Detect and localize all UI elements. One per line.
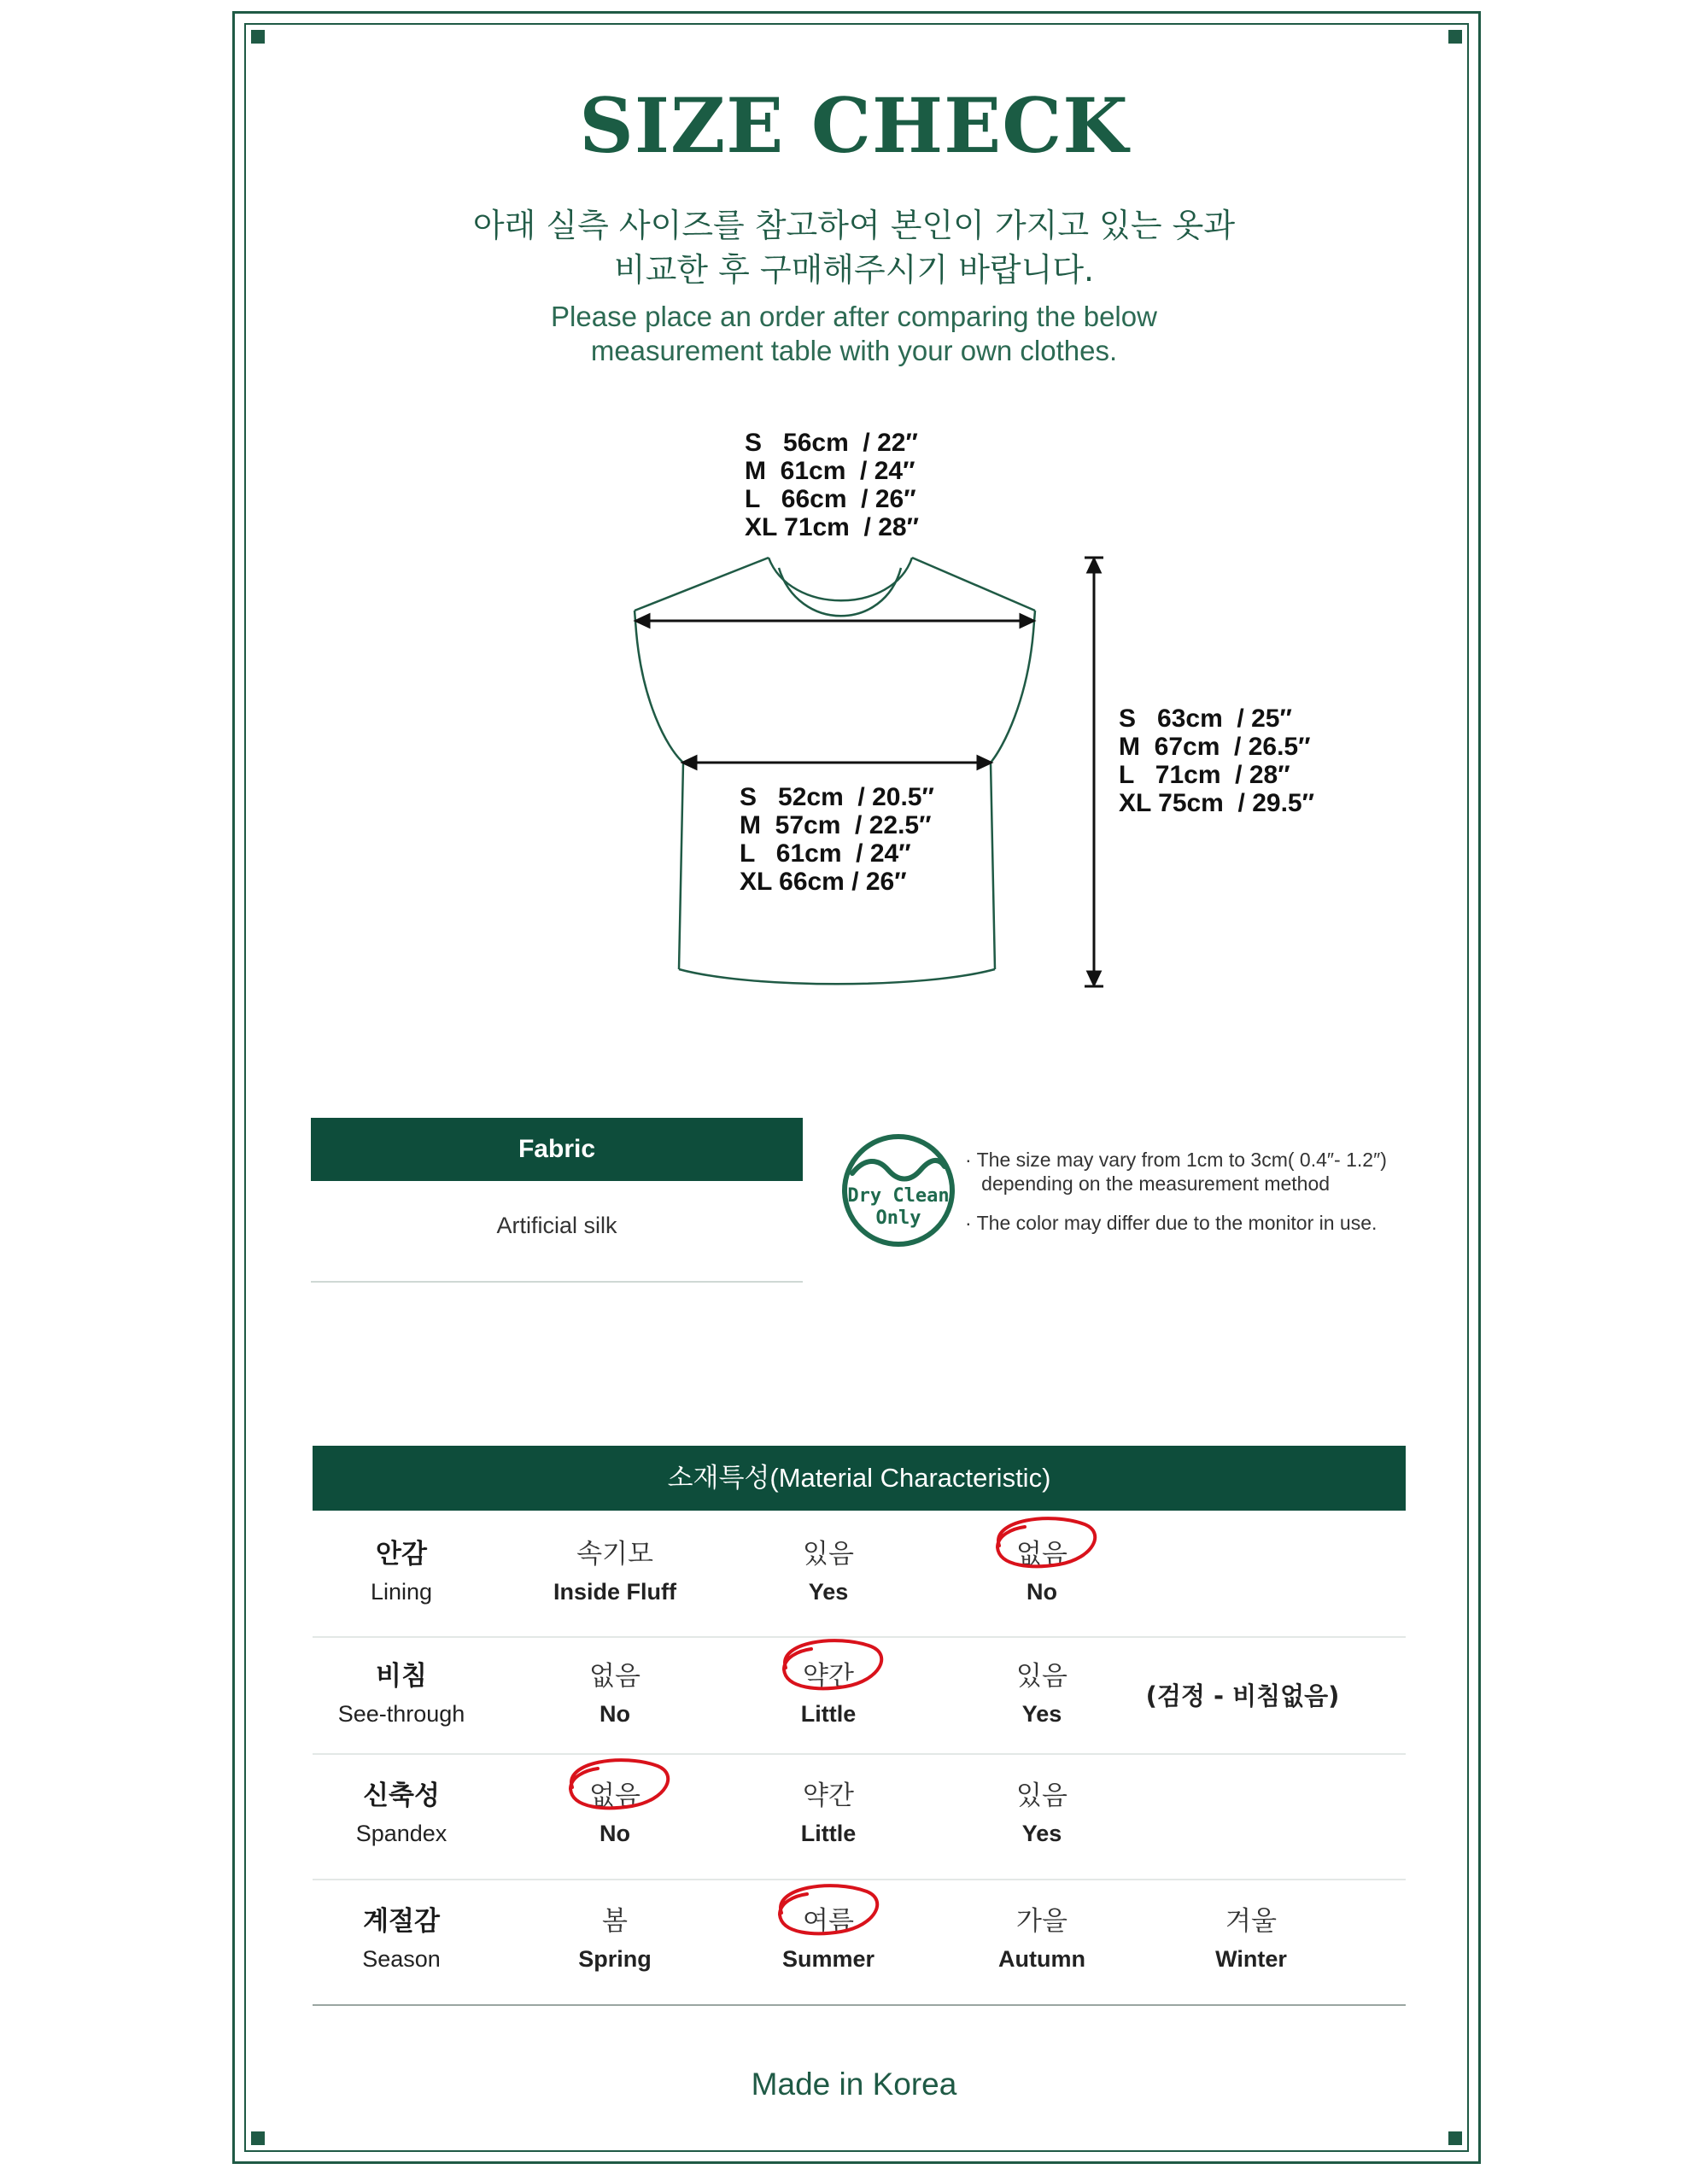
row-label-spandex: 신축성 Spandex xyxy=(355,1780,447,1846)
selection-marks xyxy=(0,1494,1708,1973)
row-label-lining: 안감 Lining xyxy=(370,1539,433,1605)
see-through-note: (검정 - 비침없음) xyxy=(1145,1681,1340,1710)
note-color-difference: · The color may differ due to the monitor in use. xyxy=(965,1212,1378,1234)
dry-clean-badge-line-2: Only xyxy=(875,1207,921,1229)
selection-circle-season-summer xyxy=(780,1886,877,1933)
right-shoulder-line xyxy=(912,558,1035,611)
hem-measurement-s: S 52cm / 20.5″ xyxy=(740,783,934,811)
made-in-label: Made in Korea xyxy=(751,2067,957,2102)
selection-circle-spandex-no xyxy=(570,1760,668,1808)
dry-clean-badge-line-1: Dry Clean xyxy=(847,1185,950,1207)
spandex-option-little: 약간 Little xyxy=(800,1780,857,1846)
see-through-option-little: 약간 Little xyxy=(800,1661,857,1727)
hem-measurements xyxy=(740,783,934,896)
length-measure-arrow xyxy=(1085,558,1103,986)
selection-circle-see-through-little xyxy=(784,1640,881,1688)
hem-measurement-m: M 57cm / 22.5″ xyxy=(740,811,932,839)
chest-measurement-s: S 56cm / 22″ xyxy=(745,429,918,457)
chest-measurement-xl: XL 71cm / 28″ xyxy=(745,513,919,541)
page-title: SIZE CHECK xyxy=(579,81,1129,170)
length-measurement-xl: XL 75cm / 29.5″ xyxy=(1119,789,1314,817)
corner-square-bottom-right xyxy=(1448,2131,1462,2145)
fabric-value: Artificial silk xyxy=(496,1213,617,1238)
english-instruction-line-1: Please place an order after comparing the below xyxy=(551,301,1157,332)
row-label-see-through: 비침 See-through xyxy=(337,1661,465,1727)
dry-clean-only-icon xyxy=(840,1132,956,1248)
lining-option-no: 없음 No xyxy=(1016,1539,1068,1605)
korean-instruction-line-1: 아래 실측 사이즈를 참고하여 본인이 가지고 있는 옷과 xyxy=(472,207,1236,244)
hem-measurement-l: L 61cm / 24″ xyxy=(740,839,911,868)
korean-instruction-line-2: 비교한 후 구매해주시기 바랍니다. xyxy=(613,251,1095,289)
neckline-outer xyxy=(769,558,912,600)
material-table-header: 소재특성(Material Characteristic) xyxy=(313,1446,1406,1511)
season-option-winter: 겨울 Winter xyxy=(1215,1906,1287,1972)
corner-square-bottom-left xyxy=(251,2131,265,2145)
english-instruction-line-2: measurement table with your own clothes. xyxy=(590,335,1118,366)
length-measurement-m: M 67cm / 26.5″ xyxy=(1119,733,1311,761)
left-body-side xyxy=(635,611,683,969)
length-measurement-s: S 63cm / 25″ xyxy=(1119,705,1292,733)
fabric-divider xyxy=(311,1281,803,1283)
spandex-option-yes: 있음 Yes xyxy=(1016,1780,1068,1846)
see-through-option-no: 없음 No xyxy=(589,1661,640,1727)
length-measurement-l: L 71cm / 28″ xyxy=(1119,761,1290,789)
season-option-summer: 여름 Summer xyxy=(781,1906,875,1972)
spandex-option-no: 없음 No xyxy=(589,1780,640,1846)
length-measurements xyxy=(1119,705,1314,817)
left-shoulder-line xyxy=(635,558,769,611)
table-bottom-line xyxy=(313,2004,1406,2006)
right-body-side xyxy=(991,611,1035,969)
note-size-variance: · The size may vary from 1cm to 3cm( 0.4″- 1.2″) depending on the measurement method xyxy=(965,1149,1387,1195)
fabric-header: Fabric xyxy=(311,1118,803,1181)
chest-measurements xyxy=(745,429,919,541)
chest-measurement-l: L 66cm / 26″ xyxy=(745,485,916,513)
season-option-autumn: 가을 Autumn xyxy=(998,1906,1085,1972)
see-through-option-yes: 있음 Yes xyxy=(1016,1661,1068,1727)
hem-measurement-xl: XL 66cm / 26″ xyxy=(740,868,907,896)
chest-measurement-m: M 61cm / 24″ xyxy=(745,457,915,485)
lining-option-yes: 있음 Yes xyxy=(803,1539,854,1605)
row-label-season: 계절감 Season xyxy=(362,1906,441,1972)
lining-option-inside-fluff: 속기모 Inside Fluff xyxy=(553,1539,676,1605)
hem-measure-arrow xyxy=(683,757,991,769)
hem-line xyxy=(679,969,995,984)
season-option-spring: 봄 Spring xyxy=(578,1906,652,1972)
selection-circle-lining-no xyxy=(997,1518,1095,1566)
